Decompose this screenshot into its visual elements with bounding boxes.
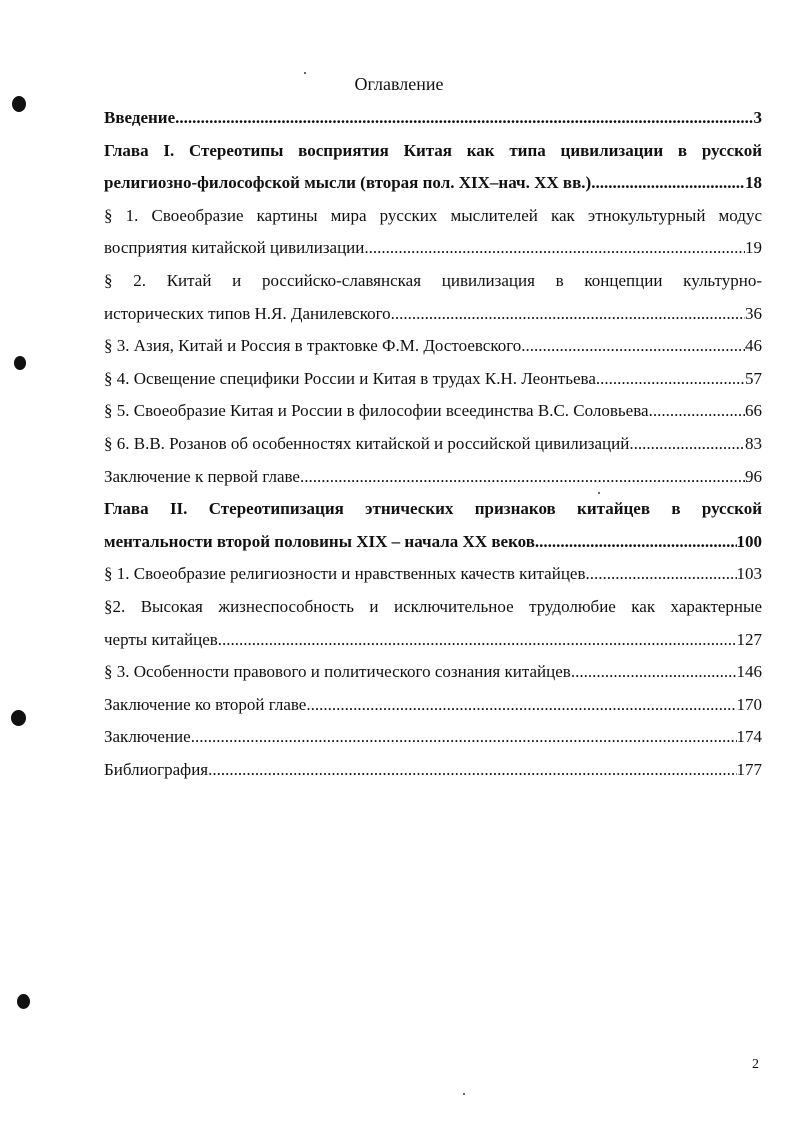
toc-entry-title: восприятия китайской цивилизации: [104, 238, 365, 258]
toc-entry-title: Библиография: [104, 760, 209, 779]
toc-entry-title: § 2. Китай и российско-славянская цивилизация в концепции культурно-: [104, 271, 762, 290]
toc-entry-line: [104, 367, 762, 391]
scan-speck: [598, 492, 600, 494]
toc-leader-dots: [649, 399, 745, 423]
toc-leader-dots: [191, 725, 737, 749]
toc-leader-dots: [535, 530, 737, 554]
toc-entry-title: Заключение к первой главе: [104, 466, 300, 486]
toc-page-number: 100: [736, 531, 762, 551]
toc-page-number: 146: [736, 662, 762, 682]
toc-page-number: 170: [736, 694, 762, 714]
toc-entry-title: Глава I. Стереотипы восприятия Китая как типа цивилизации в русской: [104, 140, 762, 160]
toc-entry-line: [104, 399, 762, 423]
toc-entry-title: § 3. Особенности правового и политического сознания китайцев: [104, 662, 571, 682]
toc-entry-title: ментальности второй половины XIX – начала XX веков: [104, 531, 535, 551]
scan-blot: [11, 710, 26, 726]
toc-entry-line: [104, 302, 762, 326]
toc-entry-line: [104, 725, 762, 749]
toc-entry-title: §2. Высокая жизнеспособность и исключительное трудолюбие как характерные: [104, 597, 762, 616]
toc-page-number: 36: [745, 303, 762, 323]
toc-entry-line: [104, 530, 762, 554]
toc-entry-title: § 5. Своеобразие Китая и России в философии всеединства В.С. Соловьева: [104, 401, 649, 421]
toc-entry-line: [104, 432, 762, 456]
toc-entry-title: религиозно-философской мысли (вторая пол. XIX–нач. XX вв.): [104, 173, 592, 193]
toc-entry-line: [104, 171, 762, 195]
page-number: 2: [752, 1057, 759, 1072]
toc-entry-title: черты китайцев: [104, 629, 218, 649]
toc-leader-dots: [208, 758, 736, 782]
scan-blot: [14, 356, 26, 370]
toc-page-number: 103: [736, 564, 762, 584]
scan-speck: [304, 72, 306, 74]
toc-entry-line: [104, 758, 762, 782]
toc-page-number: 96: [745, 466, 762, 486]
toc-leader-dots: [586, 562, 737, 586]
toc-entry-title: § 1. Своеобразие религиозности и нравственных качеств китайцев: [104, 564, 586, 584]
toc-page-number: 66: [745, 401, 762, 421]
toc-page-number: 3: [753, 108, 762, 127]
toc-entry-line: [104, 693, 762, 717]
toc-page-number: 57: [745, 368, 762, 388]
toc-leader-dots: [571, 660, 737, 684]
toc-entry-line: [104, 236, 762, 260]
toc-leader-dots: [218, 628, 737, 652]
toc-page-number: 18: [745, 173, 762, 193]
toc-entry-title: Заключение: [104, 727, 191, 747]
toc-page-number: 83: [745, 434, 762, 453]
toc-entry-title: Глава II. Стереотипизация этнических признаков китайцев в русской: [104, 499, 762, 519]
toc-leader-dots: [591, 171, 745, 195]
toc-entry-title: Заключение ко второй главе: [104, 694, 307, 714]
scan-speck: [463, 1093, 465, 1095]
toc-leader-dots: [596, 367, 745, 391]
toc-entry-title: § 3. Азия, Китай и Россия в трактовке Ф.М. Достоевского: [104, 336, 522, 356]
toc-entry-line: [104, 334, 762, 358]
toc-leader-dots: [175, 106, 753, 130]
toc-title: Оглавление: [354, 74, 444, 94]
toc-entry-title: § 4. Освещение специфики России и Китая в трудах К.Н. Леонтьева: [104, 368, 596, 388]
toc-page-number: 174: [736, 727, 762, 747]
toc-entry-line: [104, 465, 762, 489]
scan-blot: [17, 994, 30, 1009]
toc-entry-title: Введение: [104, 108, 176, 127]
toc-entry-line: [104, 562, 762, 586]
toc-entry-line: [104, 106, 762, 130]
toc-entry-title: исторических типов Н.Я. Данилевского: [104, 303, 391, 323]
scan-blot: [12, 96, 26, 112]
toc-entry-title: § 6. В.В. Розанов об особенностях китайской и российской цивилизаций: [104, 434, 630, 453]
toc-entry-line: [104, 628, 762, 652]
toc-leader-dots: [300, 465, 745, 489]
toc-leader-dots: [521, 334, 745, 358]
toc-leader-dots: [364, 236, 745, 260]
toc-leader-dots: [391, 302, 745, 326]
toc-page-number: 46: [745, 336, 762, 356]
toc-page-number: 177: [736, 760, 762, 779]
toc-leader-dots: [306, 693, 736, 717]
toc-entry-line: [104, 660, 762, 684]
toc-page-number: 127: [736, 629, 762, 649]
toc-leader-dots: [629, 432, 745, 456]
toc-page-number: 19: [745, 238, 762, 258]
toc-entry-title: § 1. Своеобразие картины мира русских мыслителей как этнокультурный модус: [104, 205, 762, 225]
